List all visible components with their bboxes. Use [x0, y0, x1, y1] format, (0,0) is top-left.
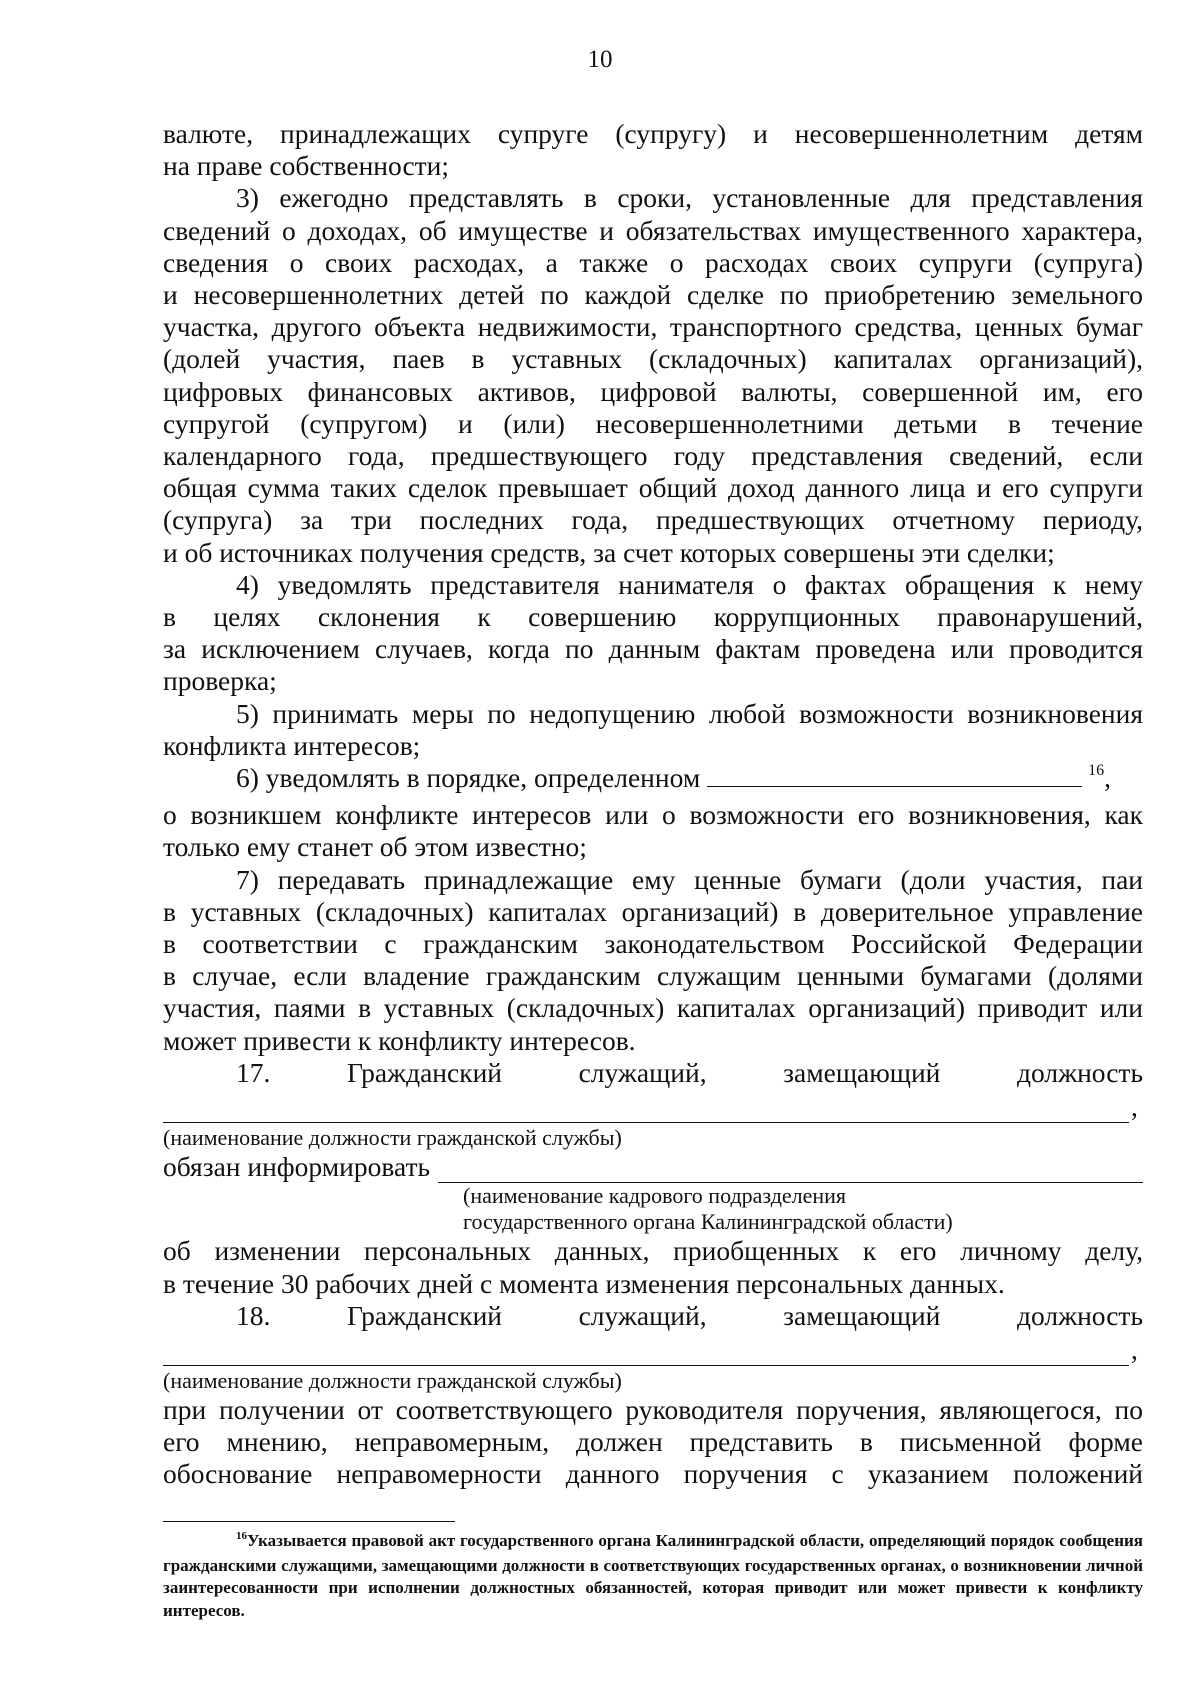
text-line: 3) ежегодно представлять в сроки, установленные для представления: [236, 182, 1143, 214]
caption-line: (наименование кадрового подразделения: [463, 1183, 847, 1209]
page-number: 10: [587, 46, 613, 73]
text-line: обоснование неправомерности данного поручения с указанием положений: [163, 1458, 1143, 1490]
footnote-number: 16: [236, 1530, 247, 1542]
text-line: его мнению, неправомерным, должен представить в письменной форме: [163, 1426, 1143, 1458]
footnote-reference: 16: [1088, 762, 1105, 780]
text-line: сведений о доходах, об имуществе и обязательствах имущественного характера,: [163, 214, 1143, 246]
text-line: за исключением случаев, когда по данным фактам проведена или проводится: [163, 633, 1143, 665]
comma: ,: [1104, 762, 1111, 794]
text-line: календарного года, предшествующего году представления сведений, если: [163, 440, 1143, 472]
text-line: (долей участия, паев в уставных (складочных) капиталах организаций),: [163, 343, 1143, 375]
text-line: 5) принимать меры по недопущению любой возможности возникновения: [236, 697, 1143, 729]
comma: ,: [1131, 1090, 1138, 1122]
footnote-text: Указывается правовой акт государственного органа Калининградской области, определяющий порядок сообщения гражданскими служащими, замещающими должности в соответствующих государственных органах, о возникновении личной заинтересованности при исполнении должностных обязанностей, которая приводит или может привести к конфликту интересов.: [163, 1531, 1143, 1620]
footnote-separator: [163, 1521, 455, 1522]
hr-department-caption: [463, 1183, 1143, 1235]
text-line: и несовершеннолетних детей по каждой сделке по приобретению земельного: [163, 279, 1143, 311]
paragraph-item-5: [163, 698, 1143, 762]
footnote: [163, 1530, 1143, 1622]
text-line: при получении от соответствующего руководителя поручения, являющегося, по: [163, 1393, 1143, 1425]
text-line: 4) уведомлять представителя нанимателя о фактах обращения к нему: [236, 568, 1143, 600]
text-line: участка, другого объекта недвижимости, транспортного средства, ценных бумаг: [163, 311, 1143, 343]
text-line: об изменении персональных данных, приобщенных к его личному делу,: [163, 1235, 1143, 1267]
text-line: в уставных (складочных) капиталах организаций) в доверительное управление: [163, 895, 1143, 927]
paragraph-item-4: [163, 569, 1143, 698]
hr-department-fill-in-blank[interactable]: [438, 1156, 1143, 1183]
position-blank-row: [163, 1089, 1143, 1123]
text-line: [163, 762, 1143, 799]
text-line: проверка;: [163, 665, 277, 697]
footnote-text-block: [163, 1530, 1143, 1622]
text-line: сведения о своих расходах, а также о расходах своих супруги (супруга): [163, 246, 1143, 278]
paragraph-continuation: [163, 118, 1143, 182]
text-line: конфликта интересов;: [163, 729, 421, 761]
text-line: в течение 30 рабочих дней с момента изменения персональных данных.: [163, 1267, 1005, 1299]
text-line: общая сумма таких сделок превышает общий доход данного лица и его супруги: [163, 472, 1143, 504]
text-line: в соответствии с гражданским законодательством Российской Федерации: [163, 928, 1143, 960]
position-fill-in-blank[interactable]: [163, 1092, 1129, 1123]
text-line: о возникшем конфликте интересов или о возможности его возникновения, как: [163, 799, 1143, 831]
text-line: на праве собственности;: [163, 150, 450, 182]
text-line: только ему станет об этом известно;: [163, 831, 587, 863]
text-line: 17. Гражданский служащий, замещающий должность: [236, 1056, 1143, 1088]
paragraph-18: [163, 1300, 1143, 1491]
position-caption: (наименование должности гражданской службы): [163, 1367, 622, 1393]
comma: ,: [1131, 1333, 1138, 1365]
text-line: 7) передавать принадлежащие ему ценные бумаги (доли участия, паи: [236, 863, 1143, 895]
fill-in-blank[interactable]: [707, 762, 1082, 787]
paragraph-item-6: [163, 762, 1143, 864]
document-body: [163, 118, 1143, 1491]
item-6-intro: 6) уведомлять в порядке, определенном: [236, 762, 701, 794]
text-line: валюте, принадлежащих супруге (супругу) и несовершеннолетним детям: [163, 118, 1143, 149]
inform-row: [163, 1151, 1143, 1183]
paragraph-item-7: [163, 864, 1143, 1057]
position-caption: (наименование должности гражданской службы): [163, 1125, 622, 1151]
position-blank-row: [163, 1332, 1143, 1366]
text-line: и об источниках получения средств, за счет которых совершены эти сделки;: [163, 536, 1055, 568]
caption-line: государственного органа Калининградской области): [463, 1209, 953, 1235]
text-line: цифровых финансовых активов, цифровой валюты, совершенной им, его: [163, 375, 1143, 407]
paragraph-17: [163, 1057, 1143, 1300]
inform-label: обязан информировать: [163, 1151, 430, 1183]
text-line: (супруга) за три последних года, предшествующих отчетному периоду,: [163, 504, 1143, 536]
text-line: может привести к конфликту интересов.: [163, 1024, 636, 1056]
text-line: участия, паями в уставных (складочных) капиталах организаций) приводит или: [163, 992, 1143, 1024]
paragraph-item-3: [163, 182, 1143, 568]
text-line: супругой (супругом) и (или) несовершеннолетними детьми в течение: [163, 407, 1143, 439]
position-fill-in-blank[interactable]: [163, 1335, 1129, 1366]
text-line: в целях склонения к совершению коррупционных правонарушений,: [163, 601, 1143, 633]
text-line: в случае, если владение гражданским служащим ценными бумагами (долями: [163, 960, 1143, 992]
text-line: 18. Гражданский служащий, замещающий должность: [236, 1299, 1143, 1331]
